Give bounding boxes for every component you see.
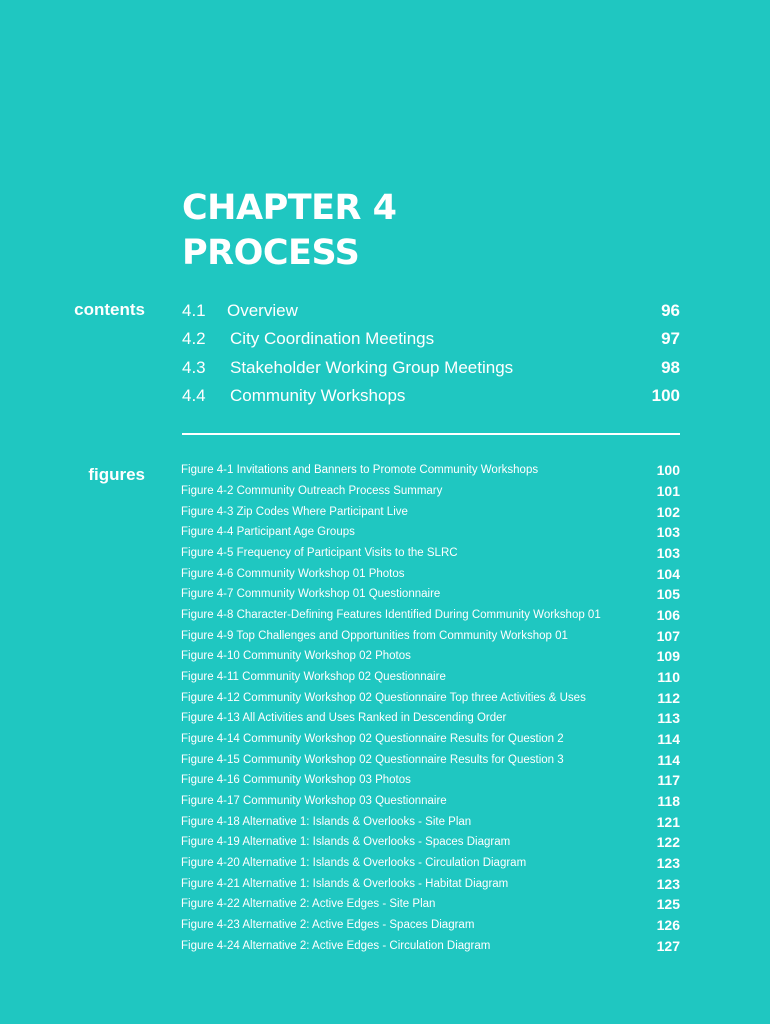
contents-item-number: 4.2	[182, 329, 206, 348]
figure-item-page: 112	[657, 690, 680, 706]
figure-item[interactable]	[181, 791, 680, 811]
figure-item-title: Figure 4-6 Community Workshop 01 Photos	[181, 568, 405, 580]
section-divider	[182, 433, 680, 435]
figure-item-page: 110	[657, 669, 680, 685]
contents-item[interactable]	[182, 325, 680, 353]
figure-item-page: 123	[656, 855, 680, 871]
figure-item[interactable]	[181, 750, 680, 770]
contents-item-title: Overview	[227, 301, 298, 320]
figure-item[interactable]	[181, 812, 680, 832]
figure-item-title: Figure 4-17 Community Workshop 03 Questionnaire	[181, 795, 447, 807]
figure-item-title: Figure 4-16 Community Workshop 03 Photos	[181, 774, 411, 786]
contents-item-page: 96	[661, 301, 680, 320]
contents-item-title: Stakeholder Working Group Meetings	[230, 358, 514, 377]
figure-item[interactable]	[181, 584, 680, 604]
figure-item[interactable]	[181, 646, 680, 666]
contents-item-title: City Coordination Meetings	[230, 329, 435, 348]
figure-item[interactable]	[181, 915, 680, 935]
figure-item-title: Figure 4-23 Alternative 2: Active Edges - Spaces Diagram	[181, 919, 475, 931]
figure-item-title: Figure 4-7 Community Workshop 01 Questionnaire	[181, 588, 441, 600]
figure-item-title: Figure 4-20 Alternative 1: Islands & Overlooks - Circulation Diagram	[181, 857, 527, 869]
figure-item-title: Figure 4-1 Invitations and Banners to Promote Community Workshops	[181, 464, 539, 476]
figure-item[interactable]	[181, 708, 680, 728]
figure-item-page: 100	[656, 462, 680, 478]
figure-item-page: 117	[657, 772, 680, 788]
figure-item[interactable]	[181, 729, 680, 749]
figure-item-title: Figure 4-21 Alternative 1: Islands & Overlooks - Habitat Diagram	[181, 878, 509, 890]
figure-item-title: Figure 4-8 Character-Defining Features Identified During Community Workshop 01	[181, 609, 601, 621]
figure-item-page: 114	[657, 752, 680, 768]
figure-item-title: Figure 4-9 Top Challenges and Opportunities from Community Workshop 01	[181, 630, 568, 642]
contents-item[interactable]	[182, 297, 680, 325]
contents-item-page: 100	[651, 386, 680, 405]
figure-item-page: 122	[656, 834, 680, 850]
figure-item-title: Figure 4-19 Alternative 1: Islands & Overlooks - Spaces Diagram	[181, 836, 511, 848]
figure-item[interactable]	[181, 667, 680, 687]
figure-item-title: Figure 4-4 Participant Age Groups	[181, 526, 355, 538]
figures-label: figures	[88, 465, 145, 484]
figure-item[interactable]	[181, 626, 680, 646]
figure-item-title: Figure 4-24 Alternative 2: Active Edges - Circulation Diagram	[181, 940, 491, 952]
figure-item[interactable]	[181, 543, 680, 563]
contents-item[interactable]	[182, 382, 680, 410]
figure-item-title: Figure 4-14 Community Workshop 02 Questionnaire Results for Question 2	[181, 733, 564, 745]
figure-item-title: Figure 4-13 All Activities and Uses Ranked in Descending Order	[181, 712, 507, 724]
contents-item[interactable]	[182, 354, 680, 382]
contents-item-page: 97	[661, 329, 680, 348]
contents-item-number: 4.3	[182, 358, 206, 377]
contents-item-number: 4.1	[182, 301, 206, 320]
figure-item[interactable]	[181, 688, 680, 708]
figure-item-title: Figure 4-5 Frequency of Participant Visits to the SLRC	[181, 547, 458, 559]
contents-item-page: 98	[661, 358, 680, 377]
figure-item-title: Figure 4-15 Community Workshop 02 Questionnaire Results for Question 3	[181, 754, 564, 766]
figure-item[interactable]	[181, 460, 680, 480]
figure-item-title: Figure 4-11 Community Workshop 02 Questionnaire	[181, 671, 446, 683]
figure-item[interactable]	[181, 874, 680, 894]
figure-item-page: 113	[657, 710, 680, 726]
figure-item-page: 114	[657, 731, 680, 747]
figure-item-title: Figure 4-3 Zip Codes Where Participant Live	[181, 506, 408, 518]
contents-item-number: 4.4	[182, 386, 206, 405]
figure-item-page: 101	[656, 483, 680, 499]
figure-item-page: 125	[656, 896, 680, 912]
figure-item[interactable]	[181, 853, 680, 873]
figure-item-page: 127	[656, 938, 680, 954]
figure-item[interactable]	[181, 770, 680, 790]
figure-item[interactable]	[181, 894, 680, 914]
figure-item-title: Figure 4-12 Community Workshop 02 Questionnaire Top three Activities & Uses	[181, 692, 586, 704]
figure-item-title: Figure 4-2 Community Outreach Process Summary	[181, 485, 443, 497]
figure-item-page: 107	[656, 628, 680, 644]
figure-item-page: 105	[656, 586, 680, 602]
chapter-number: CHAPTER 4	[182, 188, 397, 228]
figure-item[interactable]	[181, 522, 680, 542]
figure-item[interactable]	[181, 936, 680, 956]
figure-item-page: 106	[656, 607, 680, 623]
chapter-name: PROCESS	[182, 233, 360, 273]
figure-item-page: 126	[656, 917, 680, 933]
contents-item-title: Community Workshops	[230, 386, 406, 405]
figure-item-page: 118	[657, 793, 680, 809]
figure-item-title: Figure 4-18 Alternative 1: Islands & Overlooks - Site Plan	[181, 816, 472, 828]
figure-item[interactable]	[181, 605, 680, 625]
figure-item-page: 102	[656, 504, 680, 520]
figure-item-page: 109	[656, 648, 680, 664]
figure-item[interactable]	[181, 502, 680, 522]
figure-item[interactable]	[181, 832, 680, 852]
figure-item-page: 123	[656, 876, 680, 892]
figure-item-page: 121	[656, 814, 680, 830]
contents-label: contents	[74, 300, 145, 319]
figure-item[interactable]	[181, 481, 680, 501]
figure-item-page: 104	[656, 566, 680, 582]
figure-item-page: 103	[656, 524, 680, 540]
figure-item-title: Figure 4-22 Alternative 2: Active Edges - Site Plan	[181, 898, 436, 910]
figure-item-page: 103	[656, 545, 680, 561]
figure-item-title: Figure 4-10 Community Workshop 02 Photos	[181, 650, 411, 662]
figure-item[interactable]	[181, 564, 680, 584]
chapter-title	[182, 186, 397, 276]
